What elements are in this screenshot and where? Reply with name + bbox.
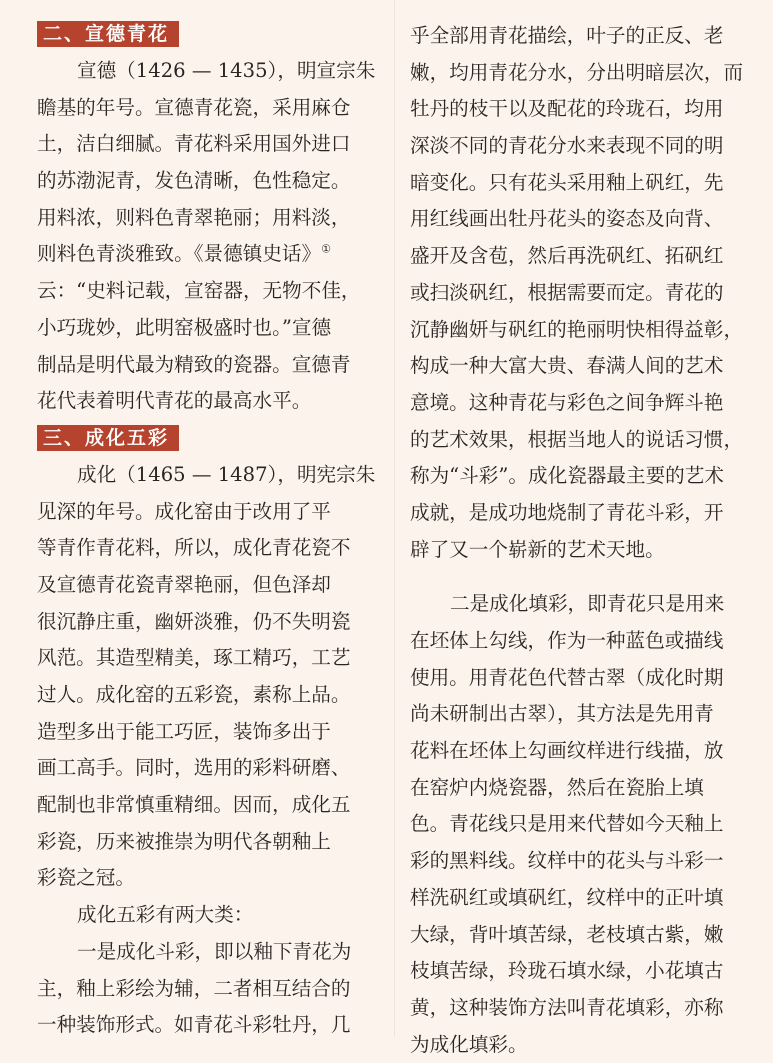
text-line: 彩的黑料线。纹样中的花头与斗彩一 (410, 849, 724, 873)
text-line: 瞻基的年号。宣德青花瓷，采用麻仓 (37, 95, 351, 119)
text-line: 画工高手。同时，选用的彩料研磨、 (37, 756, 351, 780)
text-line: 主，釉上彩绘为辅，二者相互结合的 (37, 976, 351, 1000)
text-line: 在窑炉内烧瓷器，然后在瓷胎上填 (410, 775, 704, 799)
text-line-with-footnote (37, 236, 384, 273)
text-line: 的苏渤泥青，发色清晰，色性稳定。 (37, 169, 351, 193)
text-line: 彩瓷，历来被推崇为明代各朝釉上 (37, 829, 331, 853)
text-line: 宣德（1426 — 1435），明宣宗朱 (77, 59, 376, 82)
section-heading-chenghua: 三、成化五彩 (37, 425, 179, 451)
text-line: 色。青花线只是用来代替如今天釉上 (410, 812, 724, 836)
text-line: 花料在坯体上勾画纹样进行线描，放 (410, 739, 724, 763)
text-line: 彩瓷之冠。 (37, 866, 135, 890)
text-line: 枝填苦绿，玲珑石填水绿，小花填古 (410, 959, 724, 983)
text-line: 牡丹的枝干以及配花的玲珑石，均用 (410, 97, 724, 121)
text-line: 黄，这种装饰方法叫青花填彩，亦称 (410, 995, 724, 1019)
text-line: 盛开及含苞，然后再洗矾红、拓矾红 (410, 244, 724, 268)
text-line: 成化（1465 — 1487），明宪宗朱 (77, 462, 376, 486)
blank-line (410, 568, 757, 586)
text-line: 沉静幽妍与矾红的艳丽明快相得益彰， (410, 317, 744, 341)
text-line: 称为“斗彩”。成化瓷器最主要的艺术 (410, 464, 724, 488)
text-line: 成就，是成功地烧制了青花斗彩，开 (410, 500, 724, 524)
footnote-marker[interactable]: ① (321, 242, 331, 256)
section-heading-xuande: 二、宣德青花 (37, 21, 179, 47)
text-line: 制品是明代最为精致的瓷器。宣德青 (37, 352, 351, 376)
text-line: 则料色青淡雅致。《景德镇史话》 (37, 242, 322, 266)
text-line: 大绿，背叶填苦绿，老枝填古紫，嫩 (410, 922, 724, 946)
text-line: 云：“史料记载，宣窑器，无物不佳， (37, 279, 361, 303)
text-line: 风范。其造型精美，琢工精巧，工艺 (37, 646, 351, 670)
text-line: 构成一种大富大贵、春满人间的艺术 (410, 354, 724, 378)
text-line: 成化五彩有两大类： (77, 903, 254, 927)
text-line: 使用。用青花色代替古翠（成化时期 (410, 665, 724, 689)
text-line: 过人。成化窑的五彩瓷，素称上品。 (37, 683, 351, 706)
text-line: 一是成化斗彩，即以釉下青花为 (77, 939, 352, 963)
text-line: 配制也非常慎重精细。因而，成化五 (37, 793, 351, 817)
text-line: 或扫淡矾红，根据需要而定。青花的 (410, 280, 724, 304)
text-line: 尚未研制出古翠），其方法是先用青 (410, 702, 714, 726)
right-column (410, 18, 757, 1063)
text-line: 深淡不同的青花分水来表现不同的明 (410, 134, 724, 158)
text-line: 很沉静庄重，幽妍淡雅，仍不失明瓷 (37, 609, 351, 633)
text-line: 为成化填彩。 (410, 1032, 528, 1056)
text-line: 在坯体上勾线，作为一种蓝色或描线 (410, 629, 724, 652)
text-line: 造型多出于能工巧匠，装饰多出于 (37, 719, 331, 743)
text-line: 见深的年号。成化窑由于改用了平 (37, 499, 331, 523)
text-line: 用红线画出牡丹花头的姿态及向背、 (410, 207, 724, 231)
text-line: 暗变化。只有花头采用釉上矾红，先 (410, 170, 724, 194)
text-line: 花代表着明代青花的最高水平。 (37, 389, 312, 413)
text-line: 辟了又一个崭新的艺术天地。 (410, 537, 665, 561)
text-line: 乎全部用青花描绘，叶子的正反、老 (410, 24, 724, 47)
text-line: 小巧珑妙，此明窑极盛时也。”宣德 (37, 315, 332, 339)
text-line: 意境。这种青花与彩色之间争辉斗艳 (410, 390, 724, 414)
text-line: 的艺术效果，根据当地人的说话习惯， (410, 427, 744, 451)
text-line: 及宣德青花瓷青翠艳丽，但色泽却 (37, 572, 331, 596)
text-line: 二是成化填彩，即青花只是用来 (450, 592, 725, 616)
text-line: 嫩，均用青花分水，分出明暗层次，而 (410, 60, 744, 84)
left-column (37, 16, 384, 1044)
text-line: 土，洁白细腻。青花料采用国外进口 (37, 132, 351, 156)
text-line: 等青作青花料，所以，成化青花瓷不 (37, 536, 351, 560)
text-line: 用料浓，则料色青翠艳丽；用料淡， (37, 205, 351, 229)
column-gutter (394, 0, 395, 1037)
text-line: 样洗矾红或填矾红，纹样中的正叶填 (410, 885, 724, 909)
text-line: 一种装饰形式。如青花斗彩牡丹，几 (37, 1013, 351, 1037)
